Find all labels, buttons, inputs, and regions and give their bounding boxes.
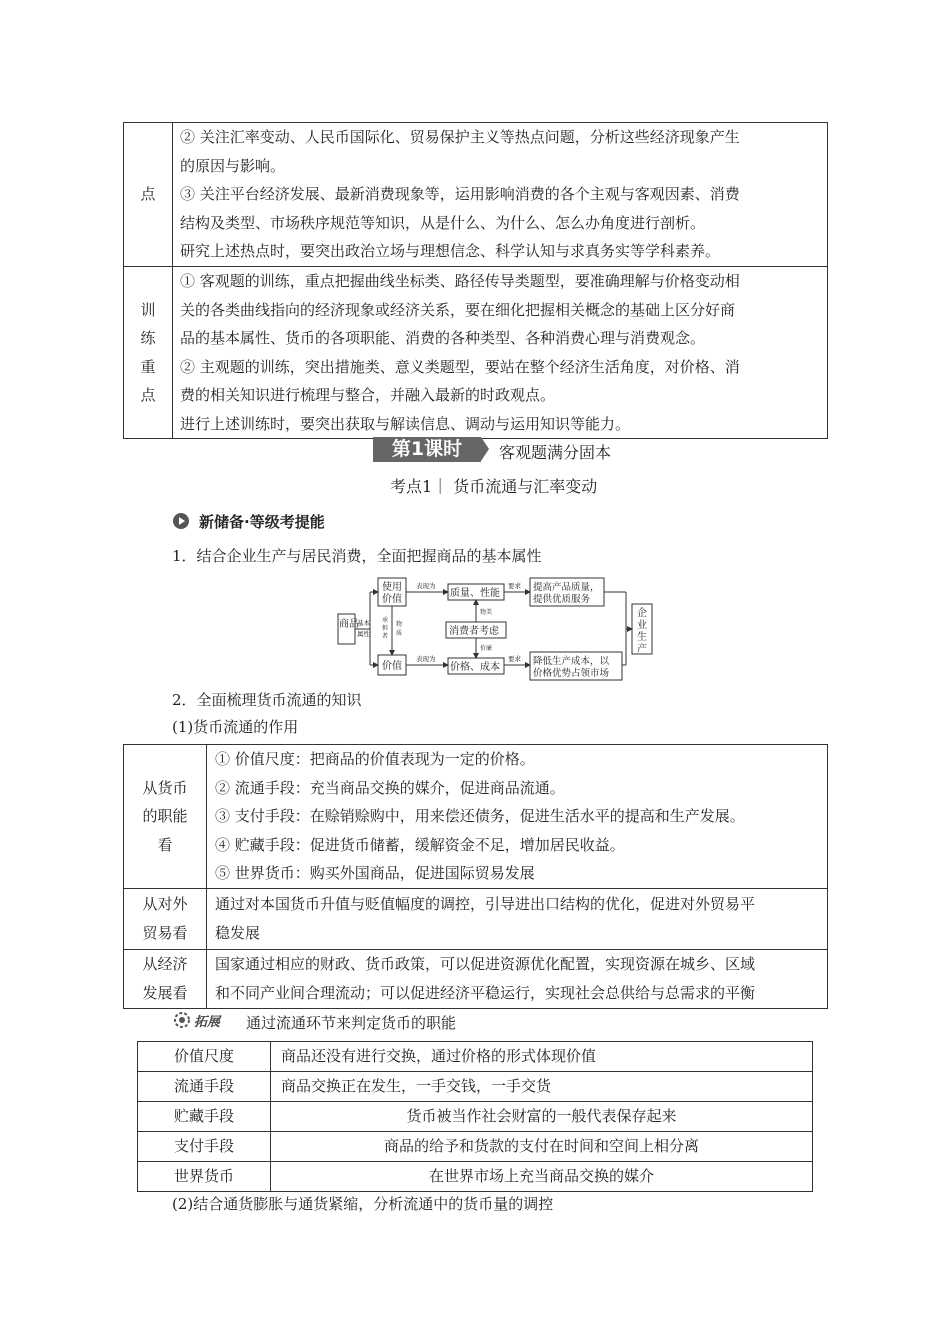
diagram-label: 者 [382, 633, 389, 640]
diagram-label: 产 [637, 644, 647, 655]
money-circulation-table [123, 744, 828, 1009]
function-desc: 商品的给予和货款的支付在时间和空间上相分离 [271, 1132, 813, 1162]
gear-icon [172, 1011, 192, 1029]
diagram-label: 物 [396, 621, 403, 628]
row-header: 从经济 发展看 [124, 949, 207, 1008]
row-header: 训 练 重 点 [124, 267, 173, 439]
diagram-label: 质 [396, 630, 403, 637]
row-content: ② 关注汇率变动、人民币国际化、贸易保护主义等热点问题，分析这些经济现象产生 的原因与影响。 ③ 关注平台经济发展、最新消费现象等，运用影响消费的各个主观与客观因素、消费 结构及类型、市场秩序规范等知识，从是什么、为什么、怎么办角度进行剖析。 研究上述热点时，要突出政治立场与理想信念、科学认知与求真务实等学科素养。 [173, 123, 828, 267]
function-name: 支付手段 [138, 1132, 271, 1162]
diagram-label: 价格优势占领市场 [533, 668, 610, 679]
function-name: 世界货币 [138, 1162, 271, 1192]
row-header: 从货币 的职能 看 [124, 745, 207, 889]
diagram-label: 质量、性能 [450, 588, 500, 599]
table-row [124, 745, 828, 889]
diagram-label: 要求 [508, 655, 521, 663]
function-name: 贮藏手段 [138, 1102, 271, 1132]
function-desc: 商品交换正在发生，一手交钱，一手交货 [271, 1072, 813, 1102]
diagram-label: 生 [637, 632, 647, 643]
table-row [138, 1102, 813, 1132]
row-content: 通过对本国货币升值与贬值幅度的调控，引导进出口结构的优化，促进对外贸易平 稳发展 [207, 888, 828, 949]
function-name: 价值尺度 [138, 1042, 271, 1072]
subheading-2: (2)结合通货膨胀与通货紧缩，分析流通中的货币量的调控 [172, 1195, 554, 1213]
row-header: 点 [124, 123, 173, 267]
extension-tag: 拓展 [172, 1011, 230, 1029]
diagram-label: 业 [637, 620, 647, 631]
lesson-tag: 第1课时 [373, 437, 481, 462]
table-row [138, 1162, 813, 1192]
diagram-label: 使用 [382, 582, 402, 593]
table-row [124, 949, 828, 1008]
table-row [124, 123, 828, 267]
row-content: ① 客观题的训练，重点把握曲线坐标类、路径传导类题型，要准确理解与价格变动相 关的各类曲线指向的经济现象或经济关系，要在细化把握相关概念的基础上区分好商 品的基本属性、货币的各项职能、消费的各种类型、各种消费心理与消费观念。 ② 主观题的训练，突出措施类、意义类题型，要站在整个经济生活角度，对价格、消 费的相关知识进行梳理与整合，并融入最新的时政观点。 进行上述训练时，要突出获取与解读信息、调动与运用知识等能力。 [173, 267, 828, 439]
item-2: 2．全面梳理货币流通的知识 [172, 691, 362, 709]
diagram-label: 消费者考虑 [449, 626, 499, 637]
diagram-label: 基本 [357, 619, 370, 627]
subheading-1: (1)货币流通的作用 [172, 718, 299, 736]
kaodian-title: 考点1｜ 货币流通与汇率变动 [390, 477, 598, 496]
diagram-label: 企 [637, 608, 647, 619]
hotspot-table [123, 122, 828, 439]
money-function-table [137, 1041, 813, 1192]
function-name: 流通手段 [138, 1072, 271, 1102]
diagram-label: 价廉 [480, 645, 493, 652]
table-row [138, 1072, 813, 1102]
table-row [138, 1132, 813, 1162]
table-row [138, 1042, 813, 1072]
diagram-label: 提供优质服务 [533, 594, 591, 605]
row-content: 国家通过相应的财政、货币政策，可以促进资源优化配置，实现资源在城乡、区域 和不同产业间合理流动；可以促进经济平稳运行，实现社会总供给与总需求的平衡 [207, 949, 828, 1008]
function-desc: 在世界市场上充当商品交换的媒介 [271, 1162, 813, 1192]
diagram-label: 担 [382, 625, 389, 632]
table-row [124, 267, 828, 439]
play-icon [172, 512, 190, 530]
diagram-label: 降低生产成本，以 [533, 656, 610, 667]
item-1: 1．结合企业生产与居民消费，全面把握商品的基本属性 [172, 547, 542, 565]
diagram-label: 物美 [480, 609, 493, 616]
diagram-label: 属性 [357, 630, 370, 638]
row-content: ① 价值尺度：把商品的价值表现为一定的价格。 ② 流通手段：充当商品交换的媒介，促进商品流通。 ③ 支付手段：在赊销赊购中，用来偿还债务，促进生活水平的提高和生产发展。 ④ 贮藏手段：促进货币储蓄，缓解资金不足，增加居民收益。 ⑤ 世界货币：购买外国商品，促进国际贸易发展 [207, 745, 828, 889]
diagram-label: 价值 [382, 594, 402, 605]
function-desc: 货币被当作社会财富的一般代表保存起来 [271, 1102, 813, 1132]
diagram-label: 价值 [382, 661, 402, 672]
table-row [124, 888, 828, 949]
diagram-label: 表现为 [416, 582, 436, 590]
commodity-attribute-diagram [330, 572, 660, 684]
row-header: 从对外 贸易看 [124, 888, 207, 949]
section-title: 新储备·等级考提能 [199, 513, 325, 531]
diagram-label: 承 [382, 617, 389, 624]
diagram-label: 表现为 [416, 655, 436, 663]
diagram-label: 商品 [339, 619, 359, 630]
diagram-label: 提高产品质量， [533, 582, 600, 593]
lesson-title: 客观题满分固本 [499, 443, 612, 462]
diagram-label: 价格、成本 [450, 662, 500, 673]
diagram-label: 要求 [508, 582, 521, 590]
extension-title: 通过流通环节来判定货币的职能 [246, 1014, 457, 1032]
function-desc: 商品还没有进行交换，通过价格的形式体现价值 [271, 1042, 813, 1072]
